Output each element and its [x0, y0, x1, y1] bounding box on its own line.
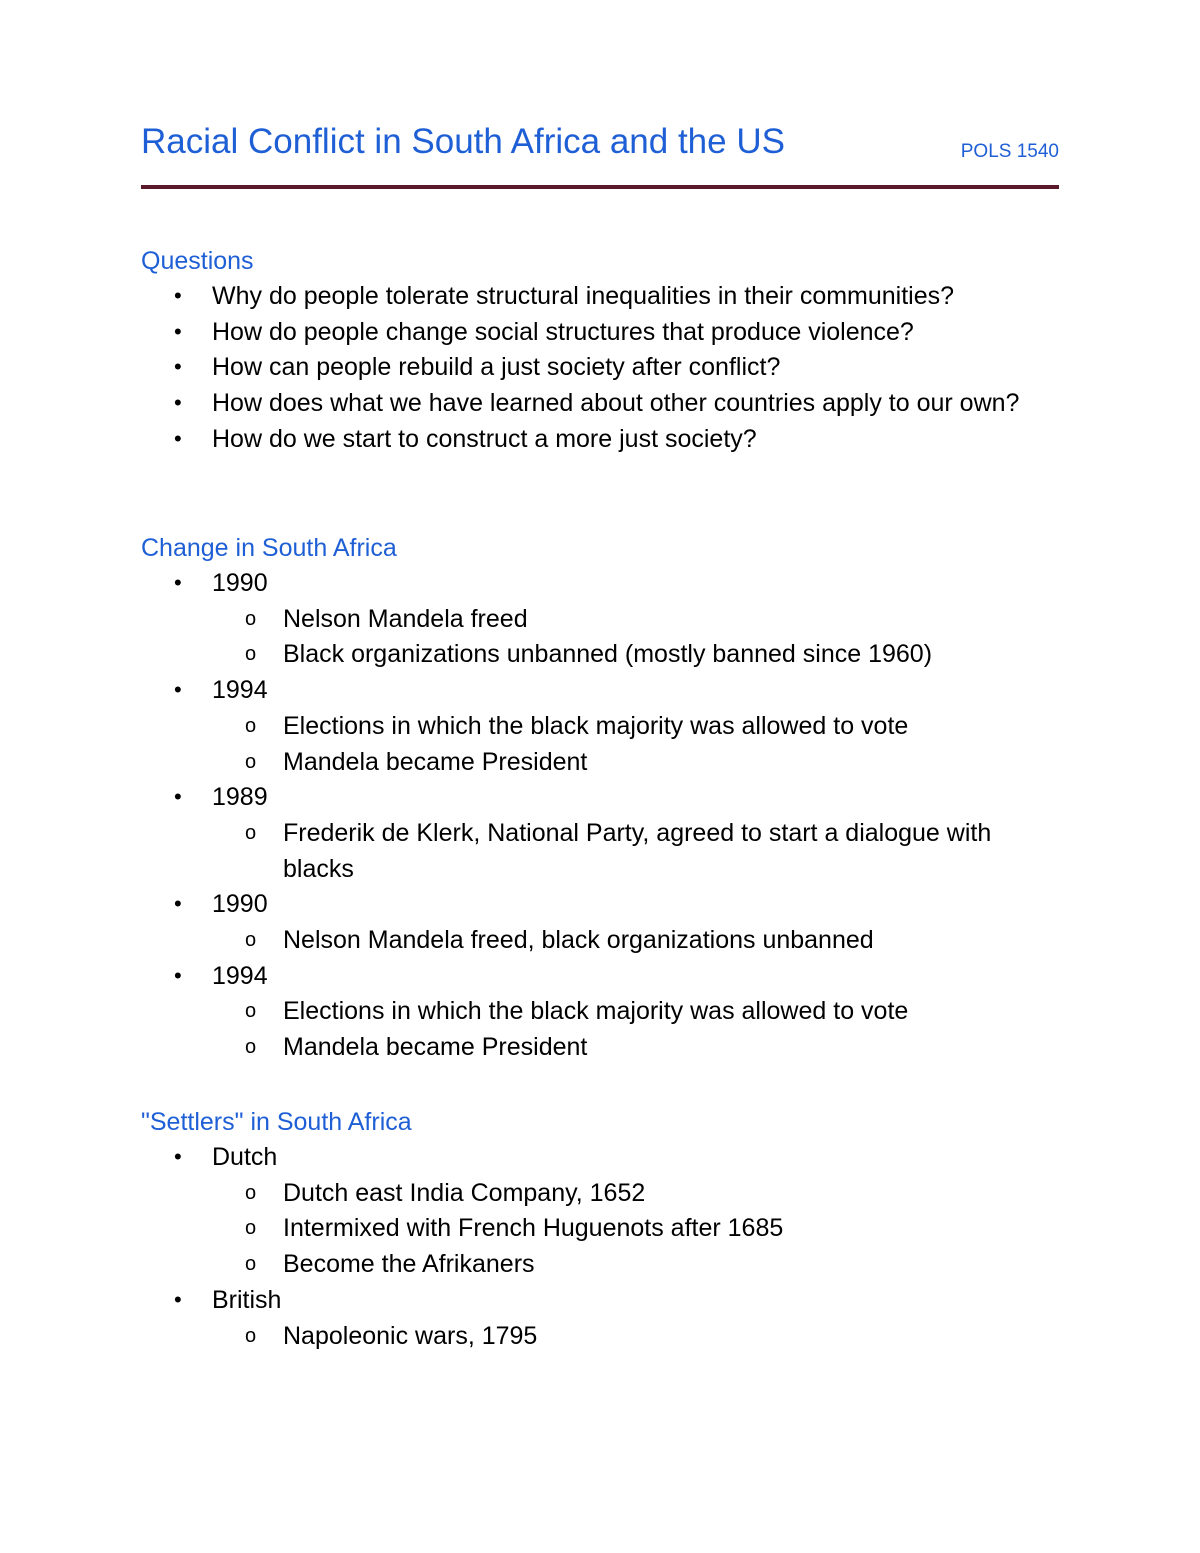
section-heading: "Settlers" in South Africa: [141, 1108, 412, 1136]
sub-list-item: [141, 637, 1059, 673]
list-item-text: 1990: [212, 890, 268, 919]
sub-list-item-text: Nelson Mandela freed: [283, 604, 528, 633]
list-item-text: 1994: [212, 961, 268, 990]
course-code: POLS 1540: [960, 141, 1059, 162]
bullet-circle-icon: o: [245, 643, 257, 666]
sub-list-item: [141, 602, 1059, 638]
bullet-dot-icon: •: [174, 1144, 182, 1169]
bullet-circle-icon: o: [245, 750, 257, 773]
list-item-text: How does what we have learned about other countries apply to our own?: [212, 389, 1020, 418]
sub-list-item: [141, 1176, 1059, 1212]
sub-list-item-text: Nelson Mandela freed, black organizations unbanned: [283, 926, 874, 955]
sub-list-item: [141, 1247, 1059, 1283]
sub-list-item: [141, 1030, 1059, 1066]
bullet-circle-icon: o: [245, 1253, 257, 1276]
bullet-circle-icon: o: [245, 1217, 257, 1240]
list-item: [141, 350, 1059, 386]
bullet-circle-icon: o: [245, 1324, 257, 1347]
list-item: [141, 887, 1059, 923]
sub-list-item-text: Elections in which the black majority was allowed to vote: [283, 711, 909, 740]
list-item-text: Why do people tolerate structural inequalities in their communities?: [212, 282, 955, 310]
list-item: [141, 673, 1059, 709]
sub-list-item: [141, 816, 1059, 887]
bullet-dot-icon: •: [174, 425, 182, 451]
list-item-text: How do we start to construct a more just society?: [212, 424, 757, 453]
bullet-list: [141, 279, 1059, 458]
bullet-circle-icon: o: [245, 1000, 257, 1023]
bullet-dot-icon: •: [174, 677, 182, 703]
list-item: [141, 959, 1059, 995]
sub-list-item-text: Frederik de Klerk, National Party, agreed to start a dialogue with blacks: [283, 818, 992, 883]
list-item: [141, 279, 1059, 315]
title-divider: [141, 185, 1059, 189]
list-item: [141, 386, 1059, 422]
sub-list-item: [141, 994, 1059, 1030]
sub-list-item-text: Napoleonic wars, 1795: [283, 1321, 538, 1350]
bullet-circle-icon: o: [245, 607, 257, 630]
bullet-dot-icon: •: [174, 283, 182, 308]
list-item-text: Dutch: [212, 1143, 278, 1171]
sub-list-item-text: Mandela became President: [283, 1033, 588, 1062]
bullet-dot-icon: •: [174, 390, 182, 416]
bullet-dot-icon: •: [174, 570, 182, 595]
sub-list-item-text: Intermixed with French Huguenots after 1685: [283, 1214, 784, 1243]
list-item-text: British: [212, 1285, 282, 1314]
bullet-list: [141, 566, 1059, 1066]
bullet-dot-icon: •: [174, 354, 182, 380]
section-settlers-in-south-africa: [141, 1104, 1059, 1354]
list-item-text: 1994: [212, 676, 268, 705]
sub-list-item: [141, 745, 1059, 781]
bullet-dot-icon: •: [174, 891, 182, 917]
list-item: [141, 422, 1059, 458]
list-item-text: 1990: [212, 569, 268, 597]
list-item-text: 1989: [212, 783, 268, 812]
list-item: [141, 566, 1059, 602]
section-heading: Questions: [141, 247, 254, 275]
sub-list-item-text: Black organizations unbanned (mostly banned since 1960): [283, 640, 933, 669]
bullet-dot-icon: •: [174, 318, 182, 344]
sub-list-item: [141, 923, 1059, 959]
list-item-text: How do people change social structures that produce violence?: [212, 317, 914, 346]
sub-list-item: [141, 1211, 1059, 1247]
bullet-dot-icon: •: [174, 1286, 182, 1312]
sub-list-item: [141, 1319, 1059, 1355]
section-change-in-south-africa: [141, 530, 1059, 1066]
list-item-text: How can people rebuild a just society after conflict?: [212, 353, 781, 382]
list-item: [141, 1140, 1059, 1176]
section-heading: Change in South Africa: [141, 534, 397, 562]
bullet-circle-icon: o: [245, 1181, 257, 1204]
bullet-dot-icon: •: [174, 962, 182, 988]
section-questions: [141, 243, 1059, 458]
sub-list-item: [141, 709, 1059, 745]
sub-list-item-text: Elections in which the black majority was allowed to vote: [283, 997, 909, 1026]
bullet-circle-icon: o: [245, 1036, 257, 1059]
sub-list-item-text: Mandela became President: [283, 747, 588, 776]
sub-list-item-text: Dutch east India Company, 1652: [283, 1178, 646, 1207]
bullet-circle-icon: o: [245, 714, 257, 737]
page-title: Racial Conflict in South Africa and the US: [141, 122, 785, 161]
list-item: [141, 780, 1059, 816]
bullet-list: [141, 1140, 1059, 1354]
sub-list-item-text: Become the Afrikaners: [283, 1250, 535, 1279]
list-item: [141, 1283, 1059, 1319]
bullet-circle-icon: o: [245, 821, 257, 844]
bullet-dot-icon: •: [174, 784, 182, 810]
list-item: [141, 315, 1059, 351]
bullet-circle-icon: o: [245, 929, 257, 952]
